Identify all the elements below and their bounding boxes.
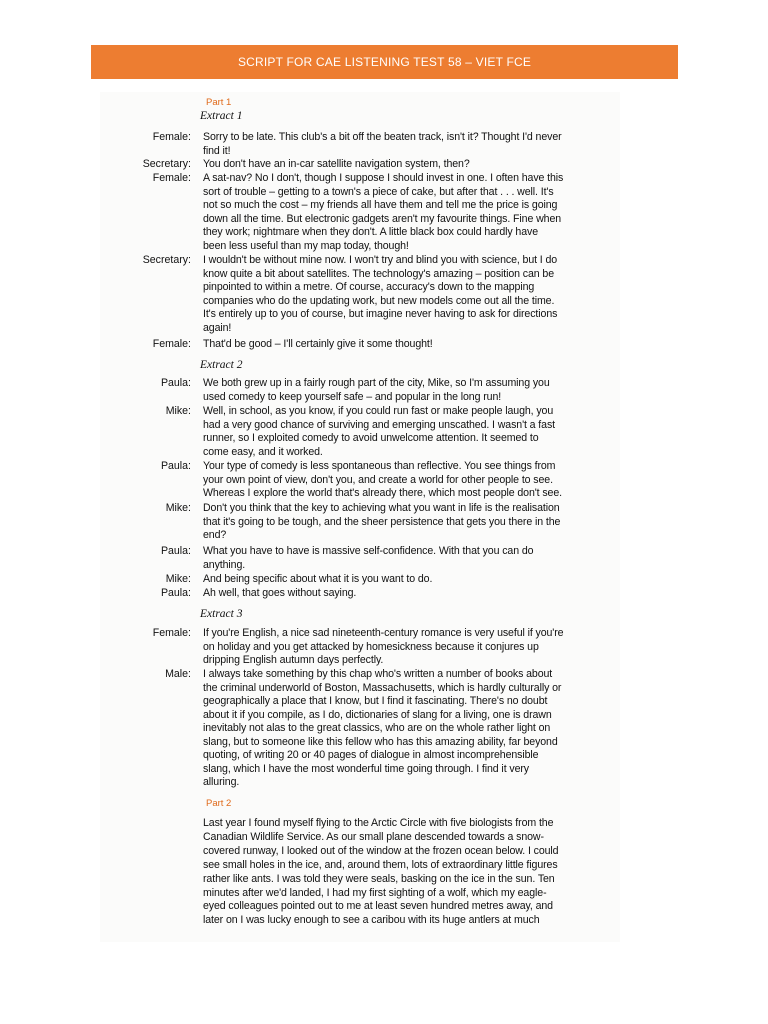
paragraph-line: Last year I found myself flying to the Arctic Circle with five biologists from the bbox=[203, 817, 554, 829]
dialogue-line: slang, but to someone like this fellow who has this amazing ability, far beyond bbox=[203, 735, 558, 748]
speaker-label: Female: bbox=[152, 172, 191, 184]
speaker-label: Paula: bbox=[160, 587, 191, 599]
speaker-label: Mike: bbox=[165, 405, 191, 417]
speaker-label: Female: bbox=[152, 131, 191, 143]
dialogue-line: they work; nightmare when they don't. A little black box could hardly have bbox=[203, 226, 538, 239]
speaker-label: Secretary: bbox=[142, 158, 191, 170]
part-2-label: Part 2 bbox=[206, 798, 232, 809]
dialogue-line: had a very good chance of surviving and emerging unscathed. I wasn't a fast bbox=[203, 418, 555, 431]
dialogue-line: on holiday and you get attacked by homesickness because it conjures up bbox=[203, 640, 539, 653]
dialogue-line: not so much the cost – my friends all have them and tell me the price is going bbox=[203, 199, 558, 212]
dialogue-line: Whereas I explore the world that's already there, which most people don't see. bbox=[203, 487, 562, 500]
dialogue-line: We both grew up in a fairly rough part of the city, Mike, so I'm assuming you bbox=[203, 377, 550, 389]
speaker-label: Female: bbox=[152, 338, 191, 350]
dialogue-line: Sorry to be late. This club's a bit off the beaten track, isn't it? Thought I'd never bbox=[203, 131, 562, 143]
speaker-label: Female: bbox=[152, 627, 191, 639]
speaker-label: Paula: bbox=[160, 545, 191, 557]
dialogue-line: that it's going to be tough, and the sheer persistence that gets you there in the bbox=[203, 515, 561, 528]
extract-2-title: Extract 2 bbox=[200, 359, 243, 371]
dialogue-line: And being specific about what it is you want to do. bbox=[203, 573, 433, 585]
dialogue-line: sort of trouble – getting to a town's a piece of cake, but after that . . . well. It's bbox=[203, 185, 554, 198]
paragraph-line: eyed colleagues pointed out to me at least seven hundred metres away, and bbox=[203, 900, 553, 913]
dialogue-line: I wouldn't be without mine now. I won't try and blind you with science, but I do bbox=[203, 254, 558, 266]
extract-3-title: Extract 3 bbox=[200, 608, 243, 620]
dialogue-line: companies who do the updating work, but new models come out all the time. bbox=[203, 294, 555, 307]
dialogue-line: alluring. bbox=[203, 776, 240, 789]
speaker-label: Male: bbox=[165, 668, 191, 680]
paragraph-line: covered runway, I looked out of the window at the frozen ocean below. I could bbox=[203, 844, 559, 857]
dialogue-line: come easy, and it worked. bbox=[203, 445, 323, 458]
paragraph-line: rather like ants. I was told they were seals, basking on the ice in the sun. Ten bbox=[203, 872, 555, 885]
dialogue-line: used comedy to keep yourself safe – and popular in the long run! bbox=[203, 390, 502, 403]
dialogue-line: Well, in school, as you know, if you could run fast or make people laugh, you bbox=[203, 405, 554, 417]
dialogue-line: the criminal underworld of Boston, Massachusetts, which is hardly culturally or bbox=[203, 681, 562, 694]
dialogue-line: been less useful than my map today, though! bbox=[203, 239, 409, 252]
dialogue-line: I always take something by this chap who's written a number of books about bbox=[203, 668, 553, 680]
paragraph-line: later on I was lucky enough to see a caribou with its huge antlers at much bbox=[203, 914, 540, 927]
dialogue-line: It's entirely up to you of course, but imagine never having to ask for directions bbox=[203, 308, 558, 321]
dialogue-line: Don't you think that the key to achieving what you want in life is the realisation bbox=[203, 502, 560, 514]
speaker-label: Mike: bbox=[165, 502, 191, 514]
dialogue-line: You don't have an in-car satellite navigation system, then? bbox=[203, 158, 470, 170]
speaker-label: Mike: bbox=[165, 573, 191, 585]
dialogue-line: runner, so I exploited comedy to avoid unwelcome attention. It seemed to bbox=[203, 432, 539, 445]
dialogue-line: end? bbox=[203, 529, 227, 542]
paragraph-line: Canadian Wildlife Service. As our small plane descended towards a snow- bbox=[203, 830, 544, 843]
dialogue-line: inevitably not alas to the great classics, who are on the whole rather light on bbox=[203, 722, 551, 735]
speaker-label: Secretary: bbox=[142, 254, 191, 266]
dialogue-line: your own point of view, don't you, and create a world for other people to see. bbox=[203, 473, 553, 486]
dialogue-line: geographically a place that I know, but I find it fascinating. There's no doubt bbox=[203, 695, 548, 708]
speaker-label: Paula: bbox=[160, 377, 191, 389]
dialogue-line: dripping English autumn days perfectly. bbox=[203, 654, 384, 667]
speaker-label: Paula: bbox=[160, 460, 191, 472]
dialogue-line: again! bbox=[203, 321, 232, 334]
dialogue-line: If you're English, a nice sad nineteenth-century romance is very useful if you're bbox=[203, 627, 564, 639]
paragraph-line: see small holes in the ice, and, around them, lots of extraordinary little figures bbox=[203, 858, 558, 871]
extract-1-title: Extract 1 bbox=[200, 110, 243, 122]
dialogue-line: slang, which I have the most wonderful time going through. I find it very bbox=[203, 762, 529, 775]
dialogue-line: find it! bbox=[203, 144, 231, 157]
dialogue-line: That'd be good – I'll certainly give it some thought! bbox=[203, 338, 433, 350]
dialogue-line: anything. bbox=[203, 558, 246, 571]
dialogue-line: What you have to have is massive self-confidence. With that you can do bbox=[203, 545, 534, 557]
dialogue-line: down all the time. But electronic gadgets aren't my favourite things. Fine when bbox=[203, 212, 562, 225]
paragraph-line: minutes after we'd landed, I had my first sighting of a wolf, which my eagle- bbox=[203, 886, 547, 899]
dialogue-line: quoting, of writing 20 or 40 pages of dialogue in almost incomprehensible bbox=[203, 749, 539, 762]
document-title: SCRIPT FOR CAE LISTENING TEST 58 – VIET FCE bbox=[237, 55, 532, 69]
dialogue-line: know quite a bit about satellites. The technology's amazing – position can be bbox=[203, 267, 555, 280]
dialogue-line: Your type of comedy is less spontaneous than reflective. You see things from bbox=[203, 460, 556, 472]
document-header-banner bbox=[91, 45, 678, 79]
dialogue-line: about it if you compile, as I do, dictionaries of slang for a living, one is drawn bbox=[203, 708, 552, 721]
dialogue-line: pinpointed to within a metre. Of course, accuracy's down to the mapping bbox=[203, 281, 535, 294]
part-1-label: Part 1 bbox=[206, 97, 232, 108]
dialogue-line: A sat-nav? No I don't, though I suppose I should invest in one. I often have this bbox=[203, 172, 564, 184]
dialogue-line: Ah well, that goes without saying. bbox=[203, 587, 357, 599]
